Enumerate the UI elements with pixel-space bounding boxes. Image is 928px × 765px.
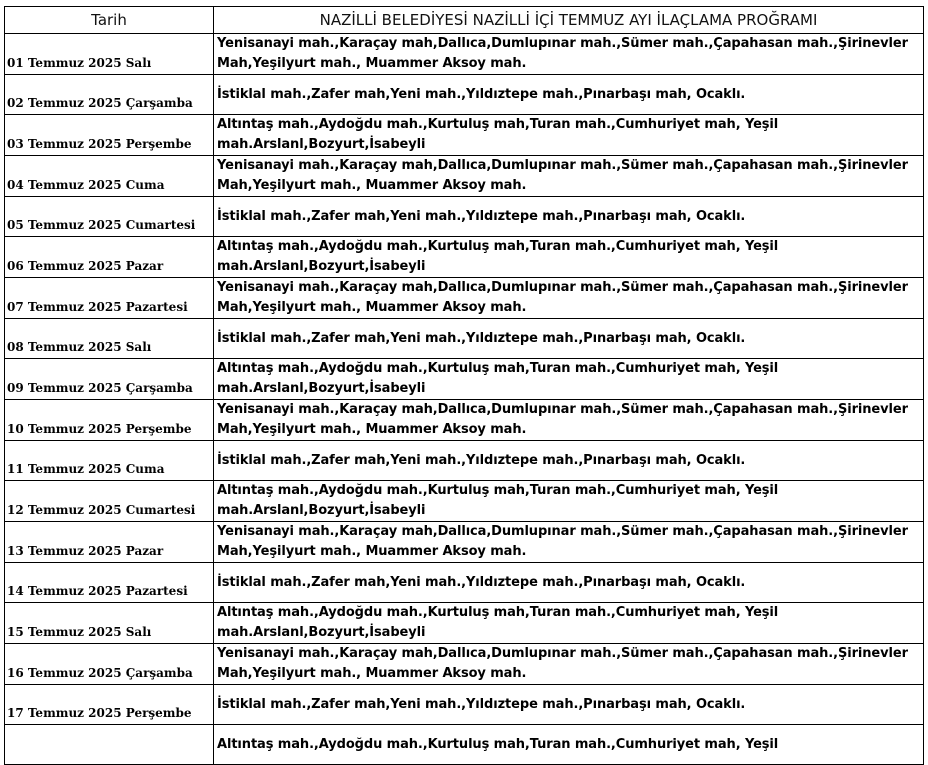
table-row [5,34,924,75]
date-cell[interactable]: 01 Temmuz 2025 Salı [5,34,214,75]
table-row [5,522,924,563]
table-row [5,685,924,725]
table-row [5,644,924,685]
table-row [5,278,924,319]
date-column-header[interactable]: Tarih [5,7,214,34]
neighborhoods-cell[interactable]: Altıntaş mah.,Aydoğdu mah.,Kurtuluş mah,Turan mah.,Cumhuriyet mah, Yeşil mah.Arslanl,Bozyurt,İsabeyli [214,481,924,522]
neighborhoods-cell[interactable]: Altıntaş mah.,Aydoğdu mah.,Kurtuluş mah,Turan mah.,Cumhuriyet mah, Yeşil [214,725,924,765]
date-cell[interactable]: 13 Temmuz 2025 Pazar [5,522,214,563]
date-cell[interactable]: 12 Temmuz 2025 Cumartesi [5,481,214,522]
table-row [5,237,924,278]
date-cell[interactable]: 07 Temmuz 2025 Pazartesi [5,278,214,319]
table-row [5,197,924,237]
neighborhoods-cell[interactable]: Altıntaş mah.,Aydoğdu mah.,Kurtuluş mah,Turan mah.,Cumhuriyet mah, Yeşil mah.Arslanl,Bozyurt,İsabeyli [214,237,924,278]
neighborhoods-cell[interactable]: Yenisanayi mah.,Karaçay mah,Dallıca,Dumlupınar mah.,Sümer mah.,Çapahasan mah.,Şirinevler Mah,Yeşilyurt mah., Muammer Aksoy mah. [214,34,924,75]
spraying-schedule-table [4,6,924,765]
neighborhoods-cell[interactable]: İstiklal mah.,Zafer mah,Yeni mah.,Yıldıztepe mah.,Pınarbaşı mah, Ocaklı. [214,441,924,481]
table-row [5,156,924,197]
date-cell[interactable]: 02 Temmuz 2025 Çarşamba [5,75,214,115]
program-title-header[interactable]: NAZİLLİ BELEDİYESİ NAZİLLİ İÇİ TEMMUZ AYI İLAÇLAMA PROĞRAMI [214,7,924,34]
date-cell[interactable]: 08 Temmuz 2025 Salı [5,319,214,359]
date-cell[interactable]: 04 Temmuz 2025 Cuma [5,156,214,197]
neighborhoods-cell[interactable]: Altıntaş mah.,Aydoğdu mah.,Kurtuluş mah,Turan mah.,Cumhuriyet mah, Yeşil mah.Arslanl,Bozyurt,İsabeyli [214,603,924,644]
table-row [5,115,924,156]
neighborhoods-cell[interactable]: Yenisanayi mah.,Karaçay mah,Dallıca,Dumlupınar mah.,Sümer mah.,Çapahasan mah.,Şirinevler Mah,Yeşilyurt mah., Muammer Aksoy mah. [214,156,924,197]
table-row [5,75,924,115]
date-cell[interactable]: 10 Temmuz 2025 Perşembe [5,400,214,441]
header-row [5,7,924,34]
neighborhoods-cell[interactable]: İstiklal mah.,Zafer mah,Yeni mah.,Yıldıztepe mah.,Pınarbaşı mah, Ocaklı. [214,197,924,237]
neighborhoods-cell[interactable]: Yenisanayi mah.,Karaçay mah,Dallıca,Dumlupınar mah.,Sümer mah.,Çapahasan mah.,Şirinevler Mah,Yeşilyurt mah., Muammer Aksoy mah. [214,522,924,563]
table-row [5,481,924,522]
neighborhoods-cell[interactable]: İstiklal mah.,Zafer mah,Yeni mah.,Yıldıztepe mah.,Pınarbaşı mah, Ocaklı. [214,75,924,115]
date-cell[interactable] [5,725,214,765]
date-cell[interactable]: 09 Temmuz 2025 Çarşamba [5,359,214,400]
table-row [5,400,924,441]
date-cell[interactable]: 06 Temmuz 2025 Pazar [5,237,214,278]
neighborhoods-cell[interactable]: Yenisanayi mah.,Karaçay mah,Dallıca,Dumlupınar mah.,Sümer mah.,Çapahasan mah.,Şirinevler Mah,Yeşilyurt mah., Muammer Aksoy mah. [214,644,924,685]
table-row [5,319,924,359]
neighborhoods-cell[interactable]: Altıntaş mah.,Aydoğdu mah.,Kurtuluş mah,Turan mah.,Cumhuriyet mah, Yeşil mah.Arslanl,Bozyurt,İsabeyli [214,359,924,400]
neighborhoods-cell[interactable]: İstiklal mah.,Zafer mah,Yeni mah.,Yıldıztepe mah.,Pınarbaşı mah, Ocaklı. [214,685,924,725]
table-row [5,725,924,765]
neighborhoods-cell[interactable]: Yenisanayi mah.,Karaçay mah,Dallıca,Dumlupınar mah.,Sümer mah.,Çapahasan mah.,Şirinevler Mah,Yeşilyurt mah., Muammer Aksoy mah. [214,400,924,441]
date-cell[interactable]: 14 Temmuz 2025 Pazartesi [5,563,214,603]
table-row [5,359,924,400]
date-cell[interactable]: 17 Temmuz 2025 Perşembe [5,685,214,725]
table-row [5,563,924,603]
table-row [5,441,924,481]
date-cell[interactable]: 03 Temmuz 2025 Perşembe [5,115,214,156]
date-cell[interactable]: 16 Temmuz 2025 Çarşamba [5,644,214,685]
neighborhoods-cell[interactable]: İstiklal mah.,Zafer mah,Yeni mah.,Yıldıztepe mah.,Pınarbaşı mah, Ocaklı. [214,563,924,603]
schedule-body [5,34,924,765]
neighborhoods-cell[interactable]: Altıntaş mah.,Aydoğdu mah.,Kurtuluş mah,Turan mah.,Cumhuriyet mah, Yeşil mah.Arslanl,Bozyurt,İsabeyli [214,115,924,156]
date-cell[interactable]: 11 Temmuz 2025 Cuma [5,441,214,481]
neighborhoods-cell[interactable]: Yenisanayi mah.,Karaçay mah,Dallıca,Dumlupınar mah.,Sümer mah.,Çapahasan mah.,Şirinevler Mah,Yeşilyurt mah., Muammer Aksoy mah. [214,278,924,319]
table-row [5,603,924,644]
date-cell[interactable]: 05 Temmuz 2025 Cumartesi [5,197,214,237]
neighborhoods-cell[interactable]: İstiklal mah.,Zafer mah,Yeni mah.,Yıldıztepe mah.,Pınarbaşı mah, Ocaklı. [214,319,924,359]
date-cell[interactable]: 15 Temmuz 2025 Salı [5,603,214,644]
